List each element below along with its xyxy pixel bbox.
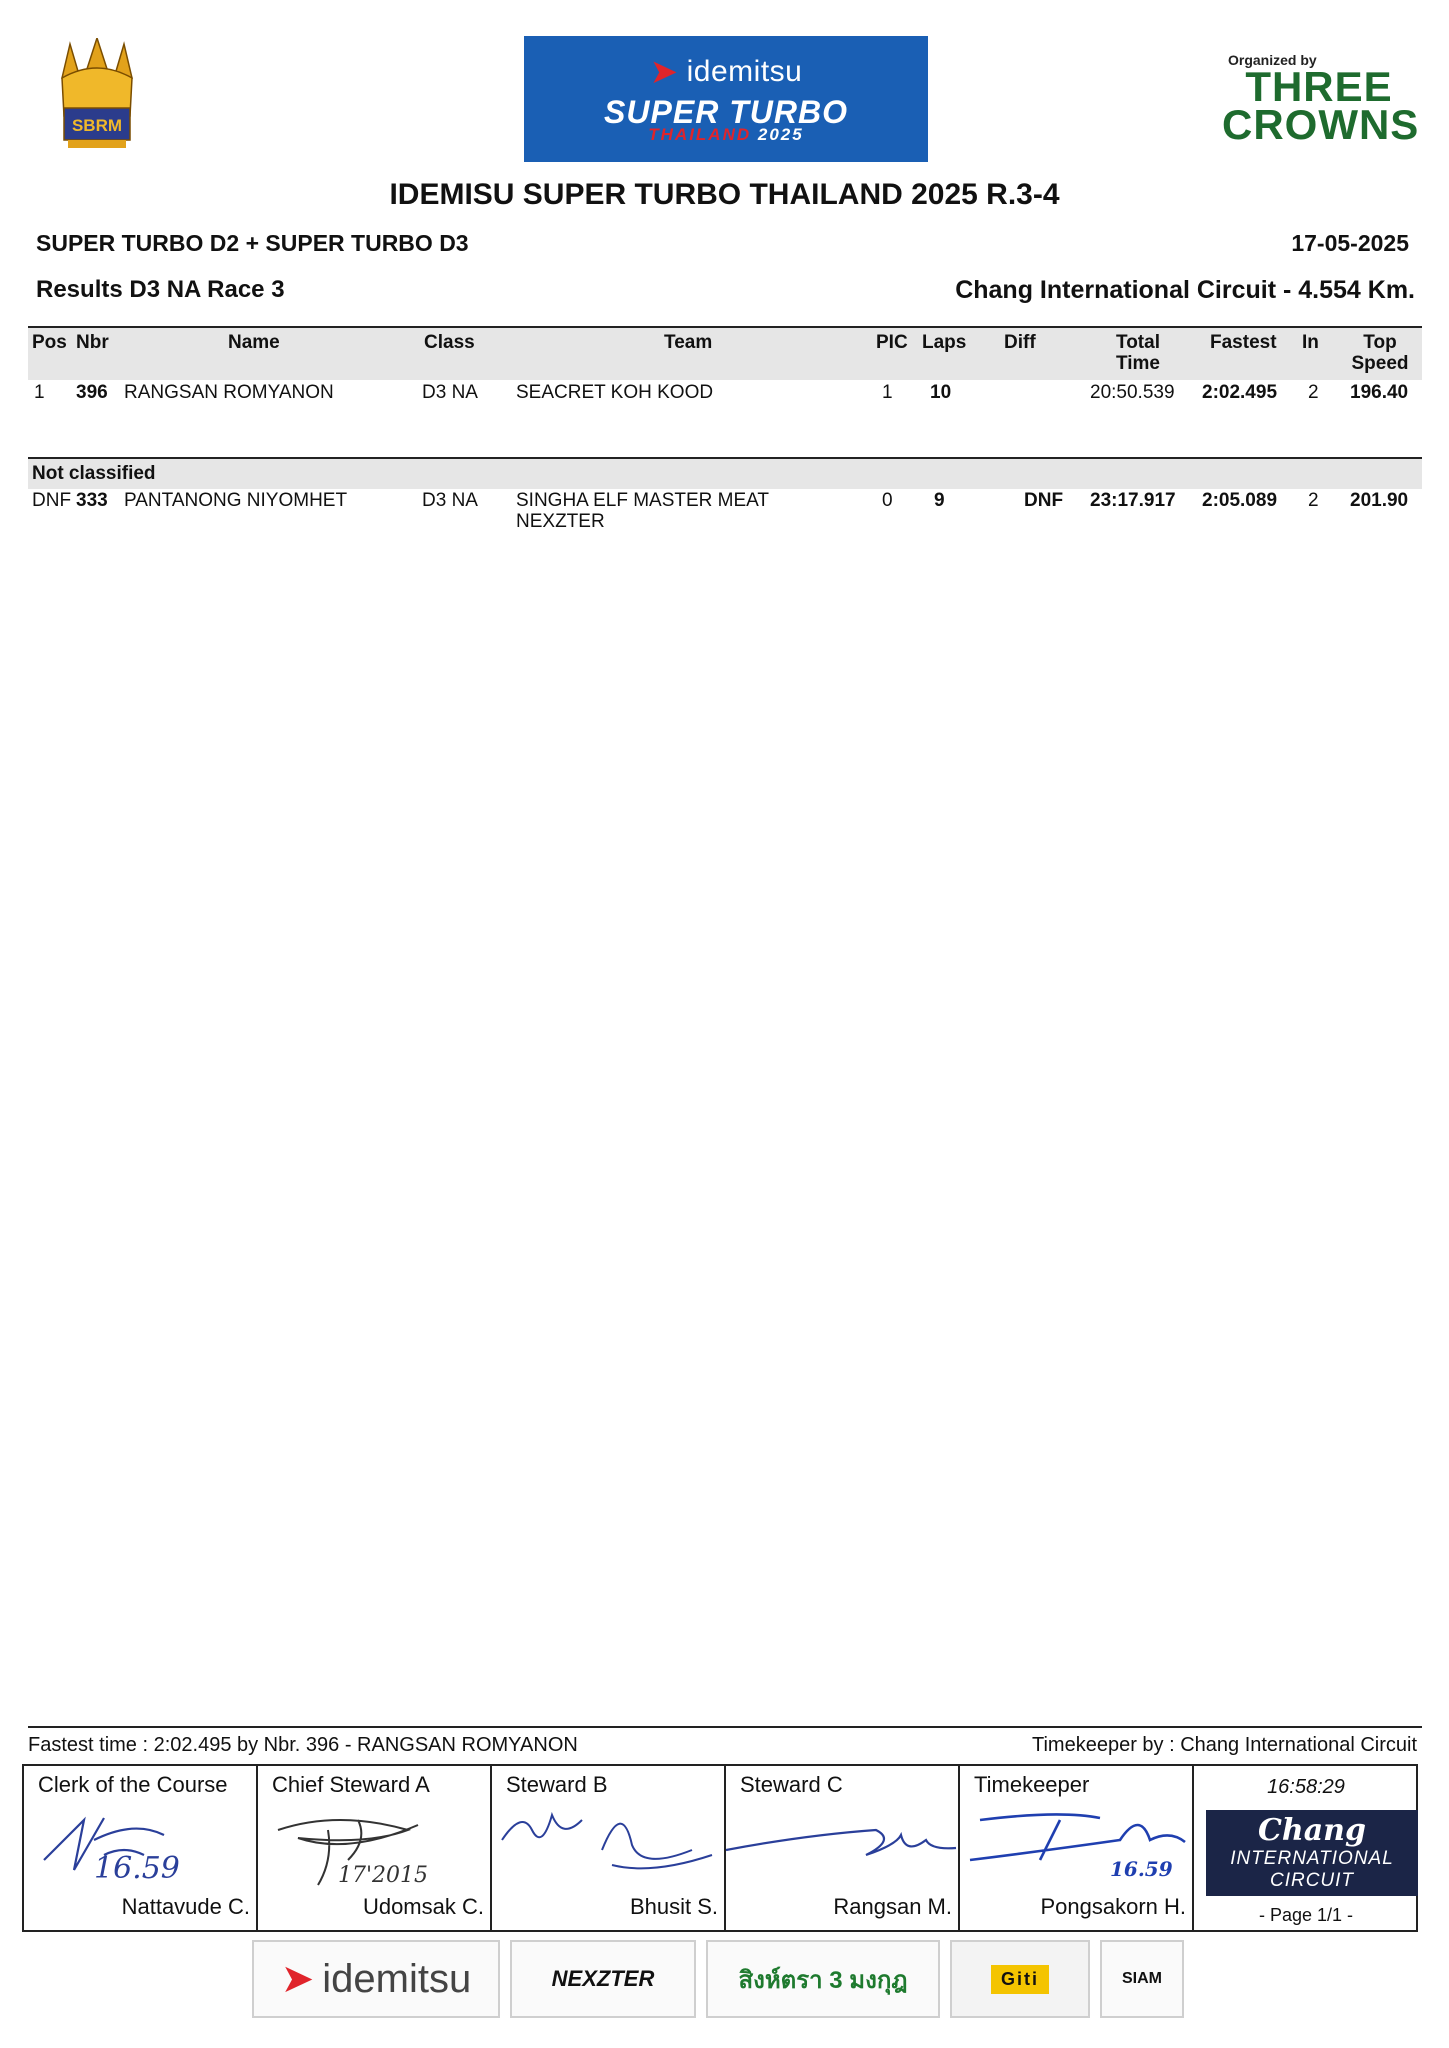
col-top-speed-line1: Top: [1363, 332, 1397, 353]
signature-cell-steward-c: [726, 1766, 960, 1930]
col-in: In: [1302, 332, 1319, 353]
col-name: Name: [228, 332, 280, 353]
sponsor-nexzter-label: NEXZTER: [551, 1966, 655, 1991]
signature-cell-clerk: [24, 1766, 258, 1930]
organized-by-label: Organized by: [1228, 52, 1317, 68]
svg-text:17'2015: 17'2015: [338, 1863, 429, 1888]
timestamp-cell: [1194, 1766, 1418, 1930]
signature-name: Udomsak C.: [362, 1894, 484, 1919]
chang-logo-line1: Chang: [1258, 1813, 1366, 1848]
signature-role: Chief Steward A: [272, 1772, 430, 1797]
cell-name: RANGSAN ROMYANON: [124, 382, 334, 403]
series-subtitle: SUPER TURBO D2 + SUPER TURBO D3: [36, 230, 469, 256]
idemitsu-mark-icon: ➤: [649, 53, 679, 91]
col-pic: PIC: [876, 332, 908, 353]
logo-brand: idemitsu: [686, 55, 803, 88]
svg-text:16.59: 16.59: [1110, 1857, 1173, 1881]
signature-role: Timekeeper: [974, 1772, 1090, 1797]
section-header: [28, 459, 1422, 489]
cell-total-time: 20:50.539: [1090, 382, 1175, 403]
cell-team-line2: NEXZTER: [516, 511, 605, 532]
signature-clerk-icon: [24, 1800, 258, 1890]
col-top-speed: [1348, 332, 1412, 374]
cell-class: D3 NA: [422, 490, 478, 511]
results-title: Results D3 NA Race 3: [36, 276, 285, 303]
signature-cell-steward-b: [492, 1766, 726, 1930]
chang-logo-line3: CIRCUIT: [1269, 1870, 1355, 1891]
cell-in: 2: [1308, 382, 1319, 403]
signature-cell-chief-steward: [258, 1766, 492, 1930]
not-classified-label: Not classified: [32, 463, 156, 484]
col-class: Class: [424, 332, 475, 353]
table-row: [28, 382, 1422, 422]
sbrm-logo: [54, 38, 140, 150]
col-total-time-line1: Total: [1116, 332, 1160, 353]
col-total-time-line2: Time: [1115, 353, 1160, 374]
signature-role: Steward B: [506, 1772, 608, 1797]
fastest-time-note: Fastest time : 2:02.495 by Nbr. 396 - RANGSAN ROMYANON: [28, 1734, 578, 1756]
sponsor-siam-label: SIAM: [1122, 1970, 1162, 1987]
col-diff: Diff: [1004, 332, 1036, 353]
cell-pos: DNF: [32, 490, 72, 511]
timekeeper-note: Timekeeper by : Chang International Circuit: [1032, 1734, 1417, 1756]
circuit-name: Chang International Circuit - 4.554 Km.: [955, 276, 1415, 304]
cell-laps: 10: [930, 382, 952, 403]
col-total-time: [1108, 332, 1168, 374]
cell-fastest: 2:02.495: [1202, 382, 1278, 403]
event-date: 17-05-2025: [1291, 230, 1409, 256]
sponsor-thai-label: สิงห์ตรา 3 มงกุฎ: [738, 1966, 908, 1994]
sponsor-giti-label: Giti: [991, 1965, 1049, 1994]
sponsor-three-crowns-thai: [706, 1940, 940, 2018]
sponsor-idemitsu-label: idemitsu: [322, 1956, 472, 2001]
col-team: Team: [664, 332, 713, 353]
sponsor-siam: [1100, 1940, 1184, 2018]
chang-circuit-logo: [1206, 1810, 1418, 1896]
cell-class: D3 NA: [422, 382, 478, 403]
sponsor-idemitsu: [252, 1940, 500, 2018]
sponsor-giti: [950, 1940, 1090, 2018]
col-fastest: Fastest: [1210, 332, 1277, 353]
cell-pic: 1: [882, 382, 893, 403]
page-title: IDEMISU SUPER TURBO THAILAND 2025 R.3-4: [389, 178, 1060, 211]
sbrm-logo-text: SBRM: [71, 116, 123, 135]
chang-logo-line2: INTERNATIONAL: [1230, 1848, 1394, 1869]
cell-in: 2: [1308, 490, 1319, 511]
cell-laps: 9: [934, 490, 945, 511]
signature-timekeeper-icon: [960, 1800, 1194, 1890]
signature-steward-b-icon: [492, 1800, 726, 1890]
signature-name: Pongsakorn H.: [1040, 1894, 1186, 1919]
signature-steward-c-icon: [726, 1800, 960, 1890]
sponsor-nexzter: [510, 1940, 696, 2018]
three-crowns-logo: THREE CROWNS: [1222, 63, 1420, 148]
col-pos: Pos: [32, 332, 67, 353]
cell-total-time: 23:17.917: [1090, 490, 1176, 511]
signature-chief-steward-icon: [258, 1800, 492, 1890]
cell-top-speed: 201.90: [1350, 490, 1409, 511]
idemitsu-mark-icon: ➤: [280, 1957, 315, 2001]
page-number: - Page 1/1 -: [1258, 1905, 1354, 1925]
cell-diff: DNF: [1024, 490, 1064, 511]
signature-name: Bhusit S.: [629, 1894, 718, 1919]
cell-team: SEACRET KOH KOOD: [516, 382, 714, 403]
printed-time: 16:58:29: [1267, 1776, 1345, 1798]
signature-name: Rangsan M.: [833, 1894, 952, 1919]
signature-role: Steward C: [740, 1772, 843, 1797]
cell-fastest: 2:05.089: [1202, 490, 1278, 511]
cell-top-speed: 196.40: [1350, 382, 1409, 403]
cell-pos: 1: [34, 382, 45, 403]
signature-cell-timekeeper: [960, 1766, 1194, 1930]
logo-year: 2025: [757, 125, 804, 144]
svg-text:16.59: 16.59: [94, 1851, 180, 1886]
signature-table: [22, 1764, 1418, 1932]
cell-team: SINGHA ELF MASTER MEAT: [516, 490, 770, 511]
cell-pic: 0: [882, 490, 893, 511]
table-row: [28, 490, 1422, 540]
col-top-speed-line2: Speed: [1351, 353, 1409, 374]
cell-nbr: 396: [76, 382, 108, 403]
table-header: [28, 328, 1422, 380]
signature-name: Nattavude C.: [121, 1894, 250, 1919]
signature-role: Clerk of the Course: [38, 1772, 228, 1797]
footer-rule: [28, 1726, 1422, 1728]
logo-country: THAILAND: [648, 125, 752, 144]
cell-name: PANTANONG NIYOMHET: [124, 490, 348, 511]
col-nbr: Nbr: [76, 332, 109, 353]
col-laps: Laps: [922, 332, 967, 353]
logo-event: SUPER TURBO: [604, 94, 848, 130]
idemitsu-super-turbo-logo: [524, 36, 928, 162]
cell-nbr: 333: [76, 490, 108, 511]
